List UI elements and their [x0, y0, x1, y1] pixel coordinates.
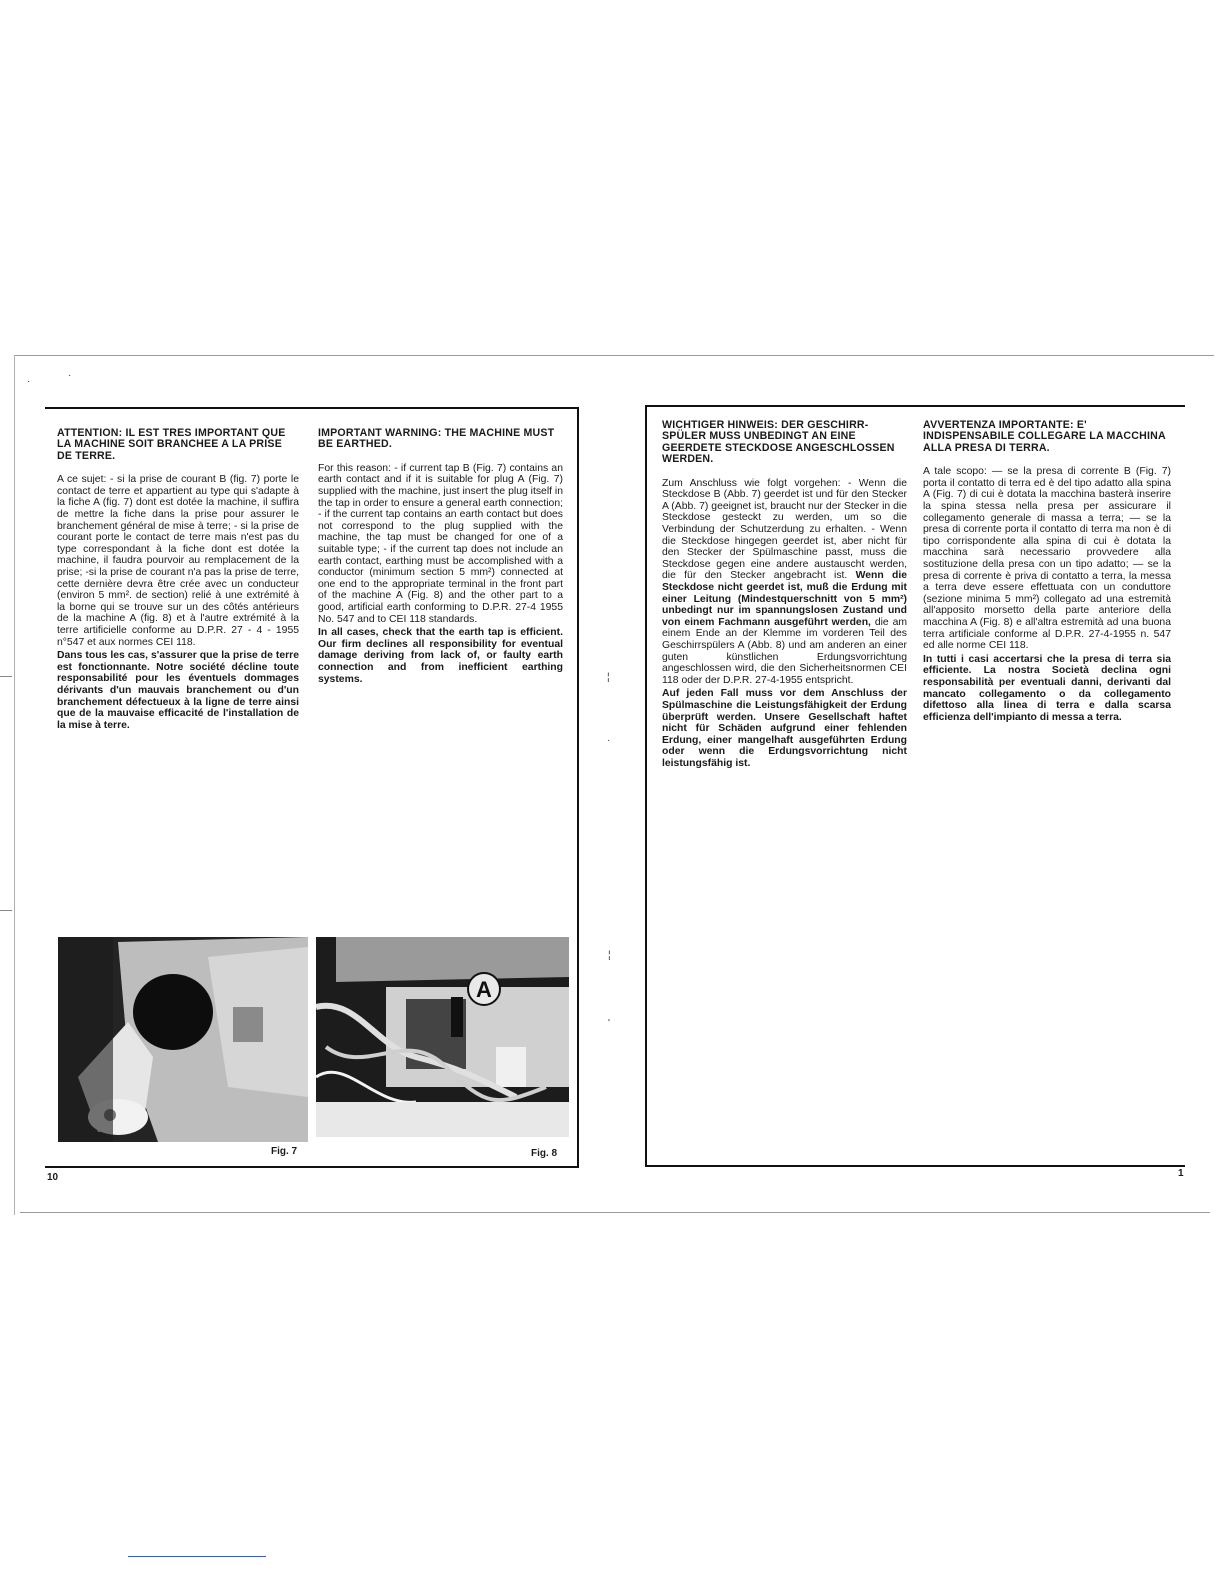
scan-speck: ¦ — [608, 950, 611, 961]
bottom-page-edge — [20, 1212, 1210, 1213]
english-body: For this reason: - if current tap B (Fig. 7) contains an earth contact and if it is suitable for plug A (Fig. 7) supplied with the machine, just insert the plug itself in the tap in order to ensure a general earth connection; - if the current tap contains an earth contact but does not correspond to the plug supplied with the machine, the tap must be changed for one of a suitable type; - if the current tap does not include an earth contact, earthing must be accomplished with a conductor (minimum section 5 mm²) connected at one end to the appropriate terminal in the front part of the machine A (Fig. 8) and the other part to a good, artificial earth conforming to D.P.R. 27-4 1955 No. 547 and to CEI 118 standards. — [318, 462, 563, 625]
german-body — [662, 478, 907, 687]
german-inline-warning: Wenn die Steckdose nicht geerdet ist, muß die Erdung mit einer Leitung (Mindestquerschnitt von 5 mm²) unbedingt nur im spannungslosen Zustand und von einem Fachmann ausgeführt werden, — [662, 570, 907, 628]
scan-speck: · — [68, 370, 72, 381]
fig8-caption: Fig. 8 — [531, 1148, 558, 1159]
italian-column — [923, 420, 1171, 723]
german-column — [662, 420, 907, 769]
german-heading: WICHTIGER HINWEIS: DER GESCHIRR-SPÜLER MUSS UNBEDINGT AN EINE GEERDETE STECKDOSE ANGESCHLOSSEN WERDEN. — [662, 419, 895, 466]
english-heading: IMPORTANT WARNING: THE MACHINE MUST BE EARTHED. — [318, 427, 555, 451]
terminal-illustration — [316, 937, 569, 1137]
scan-speck: · — [607, 735, 611, 746]
fig7-photo — [58, 937, 308, 1142]
left-page-number: 10 — [47, 1172, 59, 1183]
fig7-caption: Fig. 7 — [271, 1146, 298, 1157]
italian-heading: AVVERTENZA IMPORTANTE: E' INDISPENSABILE COLLEGARE LA MACCHINA ALLA PRESA DI TERRA. — [923, 419, 1166, 454]
italian-warning: In tutti i casi accertarsi che la presa di terra sia efficiente. La nostra Società declina ogni responsabilità per eventuali danni, derivanti dal mancato collegamento o da collegamento difettoso alla linea di terra e dalla scarsa efficienza dell'impianto di messa a terra. — [923, 653, 1171, 723]
plug-socket-illustration — [58, 937, 308, 1142]
french-column — [57, 428, 299, 731]
french-warning: Dans tous les cas, s'assurer que la prise de terre est fonctionnante. Notre société décline toute responsabilité pour les éventuels dommages dérivants d'un mauvais branchement ou d'un branchement défectueux à la ligne de terre ainsi que de la mauvaise efficacité de l'installation de la mise à terre. — [57, 650, 299, 731]
top-page-edge — [14, 355, 1214, 356]
german-warning: Auf jeden Fall muss vor dem Anschluss der Spülmaschine die Leistungsfähigkeit der Erdung überprüft werden. Unsere Gesellschaft haftet nicht für Schäden aufgrund einer fehlenden Erdung, einer mangelhaft ausgeführten Erdung oder wenn die Erdungsvorrichtung nicht leistungsfähig ist. — [662, 688, 907, 769]
english-warning: In all cases, check that the earth tap is efficient. Our firm declines all responsibility for eventual damage deriving from lack of, or faulty earth connection and from inefficient earthing systems. — [318, 627, 563, 685]
french-body: A ce sujet: - si la prise de courant B (fig. 7) porte le contact de terre et appartient au type qui s'adapte à la fiche A (fig. 7) dont est dotée la machine, il suffira de mettre la fiche dans la prise pour assurer le branchement général de mise à terre; - si la prise de courant porte le contact de terre mais n'est pas du type correspondant à la fiche dont est dotée la machine, il faudra pourvoir au remplacement de la prise; -si la prise de courant n'a pas la prise de terre, cette dernière devra être crée avec un conducteur (environ 5 mm². de section) relié à une extrémité à la borne qui se trouve sur un des côtés antérieurs de la machine A (fig. 8) et à l'autre extrémité à la terre artificielle conforme au D.P.R. 27 - 4 - 1955 n°547 et aux normes CEI 118. — [57, 474, 299, 648]
fig8-photo — [316, 937, 569, 1137]
german-body-text: Zum Anschluss wie folgt vorgehen: - Wenn die Steckdose B (Abb. 7) geerdet ist und für den Stecker A (Abb. 7) geeignet ist, braucht nur der Stecker in die Steckdose gesteckt zu werden, um so die Verbindung der Schutzerdung zu erhalten. - Wenn die Steckdose hingegen geerdet ist, aber nicht für den Stecker der Spülmaschine passt, muss die Steckdose gegen eine andere austauscht werden, die für den Stecker angebracht ist. — [662, 477, 907, 582]
margin-tick — [0, 910, 12, 911]
terminal-a-marker: A — [476, 977, 492, 1002]
margin-tick — [0, 676, 12, 677]
italian-body: A tale scopo: — se la presa di corrente B (Fig. 7) porta il contatto di terra ed è del tipo adatto alla spina A (Fig. 7) di cui è dotata la macchina basterà inserire la spina stessa nella presa per assicurare il collegamento generale di massa a terra; — se la presa di corrente porta il contatto di terra ma non è di tipo corrispondente alla spina di cui è dotata la macchina sarà necessario provvedere alla sostituzione della presa con un tipo adatto; — se la presa di corrente è priva di contatto a terra, la messa a terra deve essere effettuata con un conduttore (sezione minima 5 mm²) collegato ad una estremità all'apposito morsetto della parte anteriore della macchina A (Fig. 8) e all'altra estremità ad una buona terra artificiale conforme al D.P.R. 27-4-1955 n. 547 ed alle norme CEI 118. — [923, 466, 1171, 652]
scan-speck: ¦ — [607, 672, 610, 683]
blue-underline — [128, 1556, 266, 1557]
french-heading: ATTENTION: IL EST TRES IMPORTANT QUE LA MACHINE SOIT BRANCHEE A LA PRISE DE TERRE. — [57, 427, 286, 462]
left-page-edge — [14, 355, 15, 1215]
scan-speck: ' — [608, 1018, 610, 1029]
english-column — [318, 428, 563, 685]
german-body-tail: die am einem Ende an der Klemme im vorderen Teil des Geschirrspülers A (Abb. 8) und am anderen an einer guten künstlichen Erdungsvorrichtung angeschlossen wird, die den Sicherheitsnormen CEI 118 oder der D.P.R. 27-4-1955 entspricht. — [662, 616, 908, 686]
right-page-number: 1 — [1178, 1168, 1184, 1179]
scan-speck: · — [27, 376, 31, 387]
